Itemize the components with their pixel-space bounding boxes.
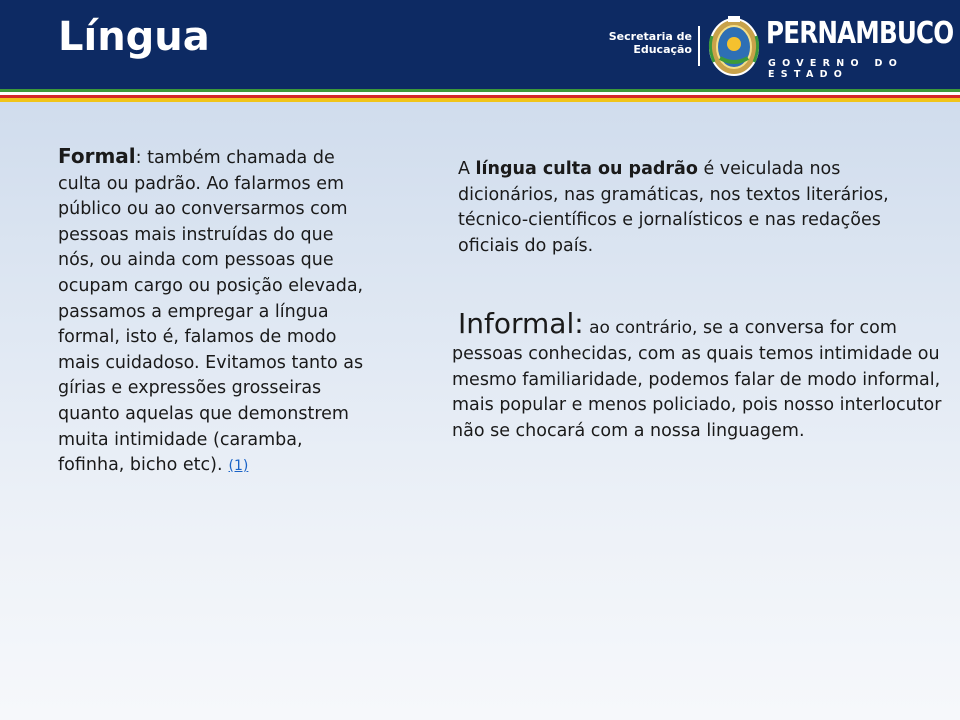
informal-heading: Informal: [458, 307, 584, 341]
state-subtitle: GOVERNO DO ESTADO [768, 58, 904, 80]
secretaria-label [582, 30, 692, 56]
pernambuco-seal-icon [706, 14, 762, 80]
brand-divider [698, 26, 700, 66]
informal-paragraph [452, 307, 942, 444]
reference-link[interactable]: (1) [228, 458, 249, 475]
culta-rest: é veiculada nos dicionários, nas gramáticas, nos textos literários, técnico-científicos e jornalísticos e nas redações oficiais do país. [458, 159, 889, 256]
state-name: PERNAMBUCO [766, 16, 954, 51]
slide-title: Língua [58, 14, 210, 60]
right-text-block [452, 157, 942, 444]
flag-stripes [0, 89, 960, 103]
culta-bold: língua culta ou padrão [475, 159, 698, 179]
header-bar [0, 0, 960, 89]
culta-paragraph [452, 157, 942, 259]
formal-body: : também chamada de culta ou padrão. Ao falarmos em público ou ao conversarmos com pessoas mais instruídas do que nós, ou ainda com pessoas que ocupam cargo ou posição elevada, passamos a empregar a língua formal, isto é, falamos de modo mais cuidadoso. Evitamos tanto as gírias e expressões grosseiras quanto aquelas que demonstrem muita intimidade (caramba, fofinha, bicho etc). [58, 148, 364, 476]
formal-heading: Formal [58, 144, 136, 168]
informal-first: ao contrário, [583, 318, 698, 339]
secretaria-line1: Secretaria de [608, 30, 692, 43]
informal-rest: se a conversa for com pessoas conhecidas, com as quais temos intimidade ou mesmo familiaridade, podemos falar de modo informal, mais popular e menos policiado, pois nosso interlocutor não se chocará com a nossa linguagem. [452, 318, 942, 441]
formal-text-block [58, 144, 370, 480]
culta-prefix: A [458, 159, 476, 179]
stripe-yellow [0, 98, 960, 102]
brand-logo [582, 14, 954, 80]
secretaria-line2: Educação [633, 43, 692, 56]
